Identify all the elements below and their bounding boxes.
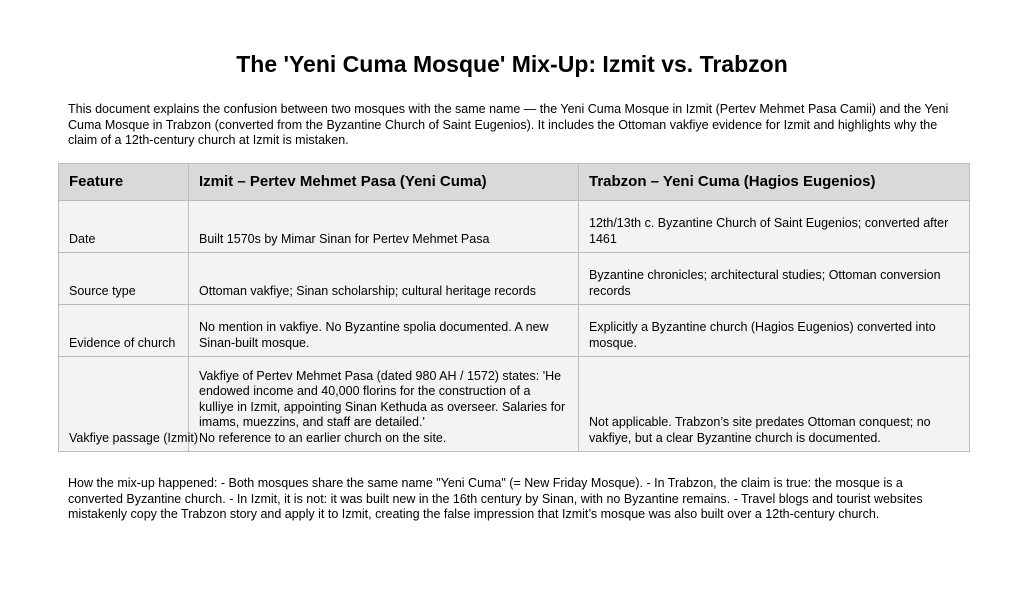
- trabzon-cell: Byzantine chronicles; architectural studies; Ottoman conversion records: [579, 253, 970, 305]
- header-izmit: Izmit – Pertev Mehmet Pasa (Yeni Cuma): [189, 164, 579, 201]
- trabzon-cell: 12th/13th c. Byzantine Church of Saint Eugenios; converted after 1461: [579, 201, 970, 253]
- vakfiye-passage-text: Vakfiye of Pertev Mehmet Pasa (dated 980 AH / 1572) states: 'He endowed income and 40,000 florins for the construction of a kulliye in Izmit, appointing Sinan Kethuda as overseer. Salaries for imams, muezzins, and staff are detailed.': [199, 368, 566, 429]
- document-title: The 'Yeni Cuma Mosque' Mix-Up: Izmit vs. Trabzon: [236, 51, 788, 77]
- footer-paragraph: How the mix-up happened: - Both mosques share the same name "Yeni Cuma" (= New Friday Mosque). - In Trabzon, the claim is true: the mosque is a converted Byzantine church. - In Izmit, it is not: it was built new in the 16th century by Sinan, with no Byzantine remains. - Travel blogs and tourist websites mistakenly copy the Trabzon story and apply it to Izmit, creating the false impression that Izmit’s mosque was also built over a 12th-century church.: [68, 476, 923, 521]
- trabzon-cell: Not applicable. Trabzon’s site predates Ottoman conquest; no vakfiye, but a clear Byzantine church is documented.: [579, 357, 970, 452]
- feature-cell: Vakfiye passage (Izmit): [59, 357, 189, 452]
- izmit-cell: No mention in vakfiye. No Byzantine spolia documented. A new Sinan-built mosque.: [189, 305, 579, 357]
- feature-cell: Date: [59, 201, 189, 253]
- trabzon-cell: Explicitly a Byzantine church (Hagios Eugenios) converted into mosque.: [579, 305, 970, 357]
- comparison-table: [58, 163, 970, 452]
- izmit-cell: Built 1570s by Mimar Sinan for Pertev Mehmet Pasa: [189, 201, 579, 253]
- table-header-row: [59, 164, 970, 201]
- feature-cell: Evidence of church: [59, 305, 189, 357]
- izmit-cell: Ottoman vakfiye; Sinan scholarship; cultural heritage records: [189, 253, 579, 305]
- table-row: [59, 357, 970, 452]
- intro-paragraph: This document explains the confusion between two mosques with the same name — the Yeni Cuma Mosque in Izmit (Pertev Mehmet Pasa Camii) and the Yeni Cuma Mosque in Trabzon (converted from the Byzantine Church of Saint Eugenios). It includes the Ottoman vakfiye evidence for Izmit and highlights why the claim of a 12th-century church at Izmit is mistaken.: [68, 102, 949, 147]
- table-row: [59, 305, 970, 357]
- table-row: [59, 253, 970, 305]
- vakfiye-note-text: No reference to an earlier church on the site.: [199, 430, 447, 445]
- header-trabzon: Trabzon – Yeni Cuma (Hagios Eugenios): [579, 164, 970, 201]
- header-feature: Feature: [59, 164, 189, 201]
- izmit-cell: [189, 357, 579, 452]
- table-row: [59, 201, 970, 253]
- feature-cell: Source type: [59, 253, 189, 305]
